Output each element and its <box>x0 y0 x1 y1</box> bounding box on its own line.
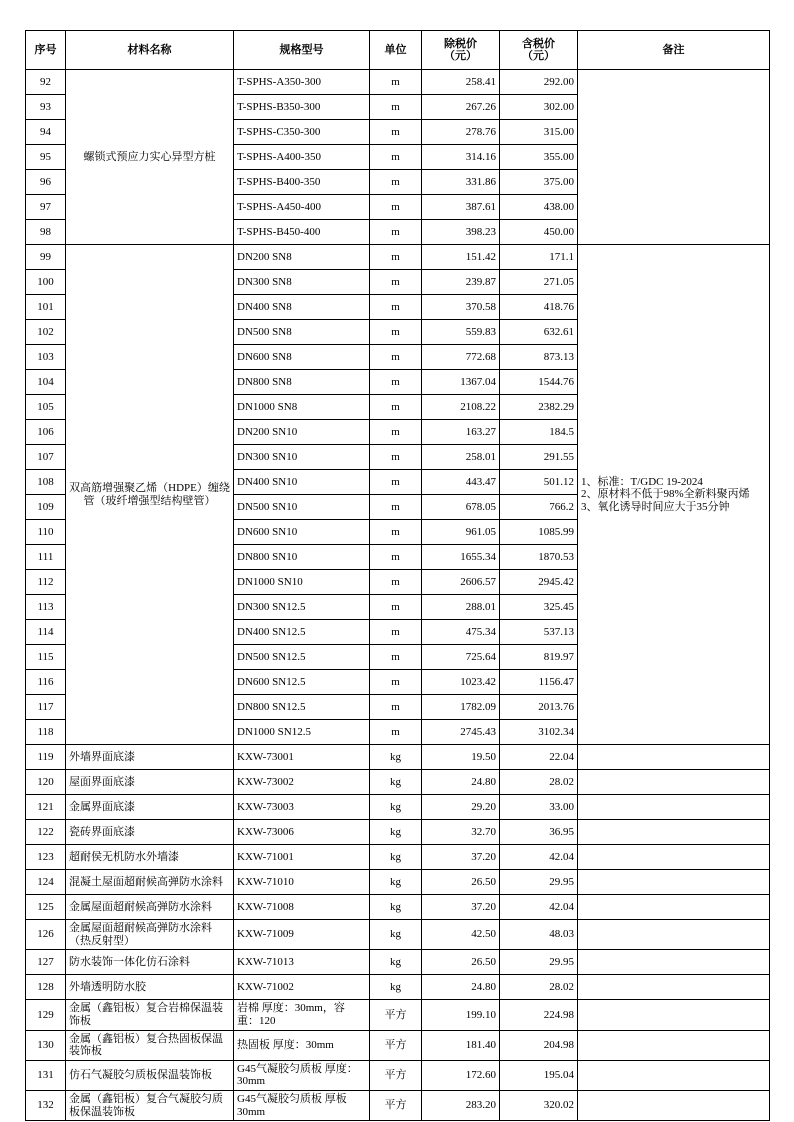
cell-ex-tax: 475.34 <box>422 620 500 645</box>
cell-ex-tax: 370.58 <box>422 295 500 320</box>
cell-index: 97 <box>26 195 66 220</box>
material-price-table <box>25 30 770 1121</box>
cell-index: 122 <box>26 820 66 845</box>
cell-unit: m <box>370 445 422 470</box>
cell-unit: m <box>370 645 422 670</box>
cell-ex-tax: 2745.43 <box>422 720 500 745</box>
cell-note <box>578 770 770 795</box>
cell-name: 瓷砖界面底漆 <box>66 820 234 845</box>
cell-name: 金属屋面超耐候高弹防水涂料（热反射型） <box>66 920 234 950</box>
cell-unit: m <box>370 720 422 745</box>
cell-spec: DN800 SN12.5 <box>234 695 370 720</box>
cell-ex-tax: 172.60 <box>422 1060 500 1090</box>
cell-inc-tax: 184.5 <box>500 420 578 445</box>
cell-spec: DN800 SN10 <box>234 545 370 570</box>
cell-inc-tax: 375.00 <box>500 170 578 195</box>
cell-unit: kg <box>370 920 422 950</box>
cell-ex-tax: 163.27 <box>422 420 500 445</box>
header-spec: 规格型号 <box>234 31 370 70</box>
cell-index: 93 <box>26 95 66 120</box>
cell-unit: m <box>370 170 422 195</box>
cell-index: 121 <box>26 795 66 820</box>
cell-spec: KXW-71009 <box>234 920 370 950</box>
cell-index: 99 <box>26 245 66 270</box>
header-ex-tax-line1: 除税价 <box>444 37 477 50</box>
cell-inc-tax: 29.95 <box>500 950 578 975</box>
cell-index: 115 <box>26 645 66 670</box>
cell-unit: m <box>370 670 422 695</box>
cell-unit: m <box>370 270 422 295</box>
cell-ex-tax: 398.23 <box>422 220 500 245</box>
cell-name: 外墙透明防水胶 <box>66 975 234 1000</box>
cell-inc-tax: 1870.53 <box>500 545 578 570</box>
cell-spec: T-SPHS-B400-350 <box>234 170 370 195</box>
cell-name: 金属（鑫铝板）复合气凝胶匀质板保温装饰板 <box>66 1091 234 1121</box>
cell-unit: m <box>370 245 422 270</box>
cell-spec: KXW-73002 <box>234 770 370 795</box>
cell-spec: KXW-71010 <box>234 870 370 895</box>
cell-inc-tax: 320.02 <box>500 1091 578 1121</box>
cell-inc-tax: 537.13 <box>500 620 578 645</box>
cell-inc-tax: 819.97 <box>500 645 578 670</box>
cell-ex-tax: 772.68 <box>422 345 500 370</box>
header-inc-tax-line2: （元） <box>522 50 555 62</box>
cell-index: 116 <box>26 670 66 695</box>
cell-index: 119 <box>26 745 66 770</box>
cell-name: 仿石气凝胶匀质板保温装饰板 <box>66 1060 234 1090</box>
cell-ex-tax: 559.83 <box>422 320 500 345</box>
cell-index: 114 <box>26 620 66 645</box>
cell-inc-tax: 632.61 <box>500 320 578 345</box>
cell-ex-tax: 24.80 <box>422 975 500 1000</box>
cell-inc-tax: 302.00 <box>500 95 578 120</box>
cell-spec: KXW-71013 <box>234 950 370 975</box>
cell-unit: m <box>370 570 422 595</box>
cell-unit: kg <box>370 895 422 920</box>
cell-inc-tax: 48.03 <box>500 920 578 950</box>
cell-unit: m <box>370 595 422 620</box>
cell-inc-tax: 224.98 <box>500 1000 578 1030</box>
cell-index: 102 <box>26 320 66 345</box>
cell-name-group-hdpe: 双高筋增强聚乙烯（HDPE）缠绕管（玻纤增强型结构壁管） <box>66 245 234 745</box>
cell-inc-tax: 1544.76 <box>500 370 578 395</box>
table-body <box>26 70 770 1121</box>
table-row <box>26 895 770 920</box>
cell-spec: DN600 SN8 <box>234 345 370 370</box>
cell-ex-tax: 181.40 <box>422 1030 500 1060</box>
cell-ex-tax: 37.20 <box>422 895 500 920</box>
cell-inc-tax: 315.00 <box>500 120 578 145</box>
cell-inc-tax: 2382.29 <box>500 395 578 420</box>
cell-note <box>578 820 770 845</box>
cell-inc-tax: 2013.76 <box>500 695 578 720</box>
cell-ex-tax: 199.10 <box>422 1000 500 1030</box>
cell-note <box>578 870 770 895</box>
cell-index: 109 <box>26 495 66 520</box>
cell-inc-tax: 29.95 <box>500 870 578 895</box>
cell-spec: DN500 SN12.5 <box>234 645 370 670</box>
cell-inc-tax: 325.45 <box>500 595 578 620</box>
cell-ex-tax: 19.50 <box>422 745 500 770</box>
cell-unit: m <box>370 620 422 645</box>
table-row <box>26 820 770 845</box>
cell-ex-tax: 151.42 <box>422 245 500 270</box>
cell-unit: m <box>370 520 422 545</box>
cell-index: 123 <box>26 845 66 870</box>
cell-unit: m <box>370 145 422 170</box>
cell-ex-tax: 26.50 <box>422 950 500 975</box>
cell-spec: DN1000 SN8 <box>234 395 370 420</box>
cell-ex-tax: 288.01 <box>422 595 500 620</box>
cell-ex-tax: 2606.57 <box>422 570 500 595</box>
cell-spec: DN300 SN10 <box>234 445 370 470</box>
cell-spec: DN400 SN8 <box>234 295 370 320</box>
cell-spec: T-SPHS-A450-400 <box>234 195 370 220</box>
cell-name: 防水装饰一体化仿石涂料 <box>66 950 234 975</box>
cell-inc-tax: 873.13 <box>500 345 578 370</box>
cell-unit: 平方 <box>370 1030 422 1060</box>
cell-inc-tax: 204.98 <box>500 1030 578 1060</box>
cell-inc-tax: 195.04 <box>500 1060 578 1090</box>
cell-spec: DN400 SN10 <box>234 470 370 495</box>
table-row <box>26 1030 770 1060</box>
cell-unit: kg <box>370 870 422 895</box>
cell-unit: m <box>370 470 422 495</box>
cell-unit: kg <box>370 950 422 975</box>
cell-ex-tax: 1782.09 <box>422 695 500 720</box>
cell-index: 126 <box>26 920 66 950</box>
cell-ex-tax: 725.64 <box>422 645 500 670</box>
cell-inc-tax: 271.05 <box>500 270 578 295</box>
cell-index: 105 <box>26 395 66 420</box>
cell-index: 104 <box>26 370 66 395</box>
cell-index: 94 <box>26 120 66 145</box>
cell-unit: kg <box>370 770 422 795</box>
cell-inc-tax: 1085.99 <box>500 520 578 545</box>
cell-ex-tax: 283.20 <box>422 1091 500 1121</box>
cell-inc-tax: 42.04 <box>500 845 578 870</box>
cell-spec: DN600 SN12.5 <box>234 670 370 695</box>
note-line-3: 3、氧化诱导时间应大于35分钟 <box>581 500 730 513</box>
cell-unit: m <box>370 70 422 95</box>
cell-spec: DN1000 SN10 <box>234 570 370 595</box>
cell-unit: 平方 <box>370 1000 422 1030</box>
cell-inc-tax: 28.02 <box>500 770 578 795</box>
cell-spec: DN500 SN10 <box>234 495 370 520</box>
header-name: 材料名称 <box>66 31 234 70</box>
cell-spec: DN200 SN10 <box>234 420 370 445</box>
cell-spec: KXW-73001 <box>234 745 370 770</box>
cell-note-pile <box>578 70 770 245</box>
note-line-2: 2、原材料不低于98%全新料聚丙烯 <box>581 488 750 501</box>
table-row <box>26 950 770 975</box>
note-line-1: 1、标准：T/GDC 19-2024 <box>581 475 703 488</box>
cell-ex-tax: 1655.34 <box>422 545 500 570</box>
cell-index: 96 <box>26 170 66 195</box>
cell-spec: DN300 SN12.5 <box>234 595 370 620</box>
table-row <box>26 770 770 795</box>
table-row <box>26 845 770 870</box>
cell-index: 118 <box>26 720 66 745</box>
cell-unit: kg <box>370 845 422 870</box>
cell-index: 132 <box>26 1091 66 1121</box>
header-inc-tax <box>500 31 578 70</box>
cell-ex-tax: 29.20 <box>422 795 500 820</box>
cell-spec: DN800 SN8 <box>234 370 370 395</box>
cell-name: 超耐侯无机防水外墙漆 <box>66 845 234 870</box>
cell-inc-tax: 22.04 <box>500 745 578 770</box>
table-row <box>26 870 770 895</box>
cell-ex-tax: 443.47 <box>422 470 500 495</box>
cell-unit: m <box>370 295 422 320</box>
cell-spec: T-SPHS-A350-300 <box>234 70 370 95</box>
cell-note <box>578 1030 770 1060</box>
cell-note <box>578 1000 770 1030</box>
cell-ex-tax: 678.05 <box>422 495 500 520</box>
table-header <box>26 31 770 70</box>
cell-unit: m <box>370 420 422 445</box>
table-row <box>26 975 770 1000</box>
cell-spec: 热固板 厚度：30mm <box>234 1030 370 1060</box>
cell-note <box>578 895 770 920</box>
cell-index: 103 <box>26 345 66 370</box>
cell-spec: DN1000 SN12.5 <box>234 720 370 745</box>
cell-ex-tax: 239.87 <box>422 270 500 295</box>
table-row <box>26 245 770 270</box>
cell-spec: KXW-71001 <box>234 845 370 870</box>
cell-ex-tax: 267.26 <box>422 95 500 120</box>
cell-name: 金属（鑫铝板）复合岩棉保温装饰板 <box>66 1000 234 1030</box>
cell-index: 110 <box>26 520 66 545</box>
table-row <box>26 745 770 770</box>
cell-name: 金属（鑫铝板）复合热固板保温装饰板 <box>66 1030 234 1060</box>
cell-spec: T-SPHS-B450-400 <box>234 220 370 245</box>
cell-note <box>578 795 770 820</box>
cell-index: 100 <box>26 270 66 295</box>
cell-inc-tax: 291.55 <box>500 445 578 470</box>
cell-note <box>578 950 770 975</box>
cell-index: 124 <box>26 870 66 895</box>
cell-unit: m <box>370 220 422 245</box>
header-inc-tax-line1: 含税价 <box>522 37 555 50</box>
cell-inc-tax: 501.12 <box>500 470 578 495</box>
cell-ex-tax: 24.80 <box>422 770 500 795</box>
cell-index: 101 <box>26 295 66 320</box>
cell-inc-tax: 36.95 <box>500 820 578 845</box>
cell-index: 127 <box>26 950 66 975</box>
cell-inc-tax: 418.76 <box>500 295 578 320</box>
cell-unit: 平方 <box>370 1091 422 1121</box>
cell-spec: KXW-73006 <box>234 820 370 845</box>
cell-spec: DN300 SN8 <box>234 270 370 295</box>
cell-unit: 平方 <box>370 1060 422 1090</box>
cell-spec: T-SPHS-B350-300 <box>234 95 370 120</box>
cell-note <box>578 845 770 870</box>
cell-index: 125 <box>26 895 66 920</box>
cell-ex-tax: 2108.22 <box>422 395 500 420</box>
cell-unit: m <box>370 545 422 570</box>
cell-ex-tax: 1023.42 <box>422 670 500 695</box>
cell-inc-tax: 3102.34 <box>500 720 578 745</box>
cell-ex-tax: 278.76 <box>422 120 500 145</box>
cell-index: 131 <box>26 1060 66 1090</box>
cell-inc-tax: 28.02 <box>500 975 578 1000</box>
cell-inc-tax: 292.00 <box>500 70 578 95</box>
cell-ex-tax: 1367.04 <box>422 370 500 395</box>
header-index: 序号 <box>26 31 66 70</box>
cell-index: 111 <box>26 545 66 570</box>
cell-name: 外墙界面底漆 <box>66 745 234 770</box>
cell-index: 130 <box>26 1030 66 1060</box>
cell-name: 混凝土屋面超耐候高弹防水涂料 <box>66 870 234 895</box>
cell-note <box>578 1091 770 1121</box>
table-row <box>26 795 770 820</box>
cell-inc-tax: 42.04 <box>500 895 578 920</box>
cell-index: 113 <box>26 595 66 620</box>
header-unit: 单位 <box>370 31 422 70</box>
table-row <box>26 1000 770 1030</box>
cell-ex-tax: 387.61 <box>422 195 500 220</box>
cell-ex-tax: 26.50 <box>422 870 500 895</box>
cell-ex-tax: 258.01 <box>422 445 500 470</box>
cell-spec: G45气凝胶匀质板 厚度：30mm <box>234 1060 370 1090</box>
cell-unit: kg <box>370 795 422 820</box>
cell-name-group-pile: 螺锁式预应力实心异型方桩 <box>66 70 234 245</box>
cell-spec: KXW-71002 <box>234 975 370 1000</box>
cell-spec: T-SPHS-A400-350 <box>234 145 370 170</box>
cell-inc-tax: 2945.42 <box>500 570 578 595</box>
cell-index: 112 <box>26 570 66 595</box>
cell-index: 117 <box>26 695 66 720</box>
cell-unit: m <box>370 495 422 520</box>
cell-index: 129 <box>26 1000 66 1030</box>
cell-spec: DN600 SN10 <box>234 520 370 545</box>
cell-index: 108 <box>26 470 66 495</box>
cell-ex-tax: 37.20 <box>422 845 500 870</box>
cell-spec: G45气凝胶匀质板 厚板30mm <box>234 1091 370 1121</box>
cell-inc-tax: 33.00 <box>500 795 578 820</box>
table-row <box>26 70 770 95</box>
cell-spec: KXW-71008 <box>234 895 370 920</box>
cell-note <box>578 975 770 1000</box>
cell-unit: m <box>370 345 422 370</box>
cell-index: 120 <box>26 770 66 795</box>
cell-index: 106 <box>26 420 66 445</box>
cell-ex-tax: 258.41 <box>422 70 500 95</box>
cell-ex-tax: 42.50 <box>422 920 500 950</box>
cell-ex-tax: 331.86 <box>422 170 500 195</box>
cell-ex-tax: 314.16 <box>422 145 500 170</box>
table-row <box>26 1060 770 1090</box>
cell-ex-tax: 32.70 <box>422 820 500 845</box>
cell-unit: m <box>370 695 422 720</box>
cell-name: 屋面界面底漆 <box>66 770 234 795</box>
cell-spec: DN500 SN8 <box>234 320 370 345</box>
cell-unit: kg <box>370 745 422 770</box>
cell-unit: m <box>370 120 422 145</box>
cell-spec: DN200 SN8 <box>234 245 370 270</box>
cell-inc-tax: 171.1 <box>500 245 578 270</box>
cell-unit: m <box>370 95 422 120</box>
header-ex-tax-line2: （元） <box>444 50 477 62</box>
cell-note <box>578 920 770 950</box>
header-note: 备注 <box>578 31 770 70</box>
cell-note-hdpe <box>578 245 770 745</box>
header-ex-tax <box>422 31 500 70</box>
cell-name: 金属屋面超耐候高弹防水涂料 <box>66 895 234 920</box>
cell-unit: m <box>370 395 422 420</box>
cell-index: 92 <box>26 70 66 95</box>
cell-index: 95 <box>26 145 66 170</box>
cell-note <box>578 1060 770 1090</box>
cell-name: 金属界面底漆 <box>66 795 234 820</box>
cell-inc-tax: 1156.47 <box>500 670 578 695</box>
cell-inc-tax: 450.00 <box>500 220 578 245</box>
cell-index: 107 <box>26 445 66 470</box>
cell-spec: T-SPHS-C350-300 <box>234 120 370 145</box>
table-row <box>26 920 770 950</box>
cell-index: 128 <box>26 975 66 1000</box>
table-row <box>26 1091 770 1121</box>
cell-unit: kg <box>370 975 422 1000</box>
cell-ex-tax: 961.05 <box>422 520 500 545</box>
cell-unit: kg <box>370 820 422 845</box>
cell-unit: m <box>370 195 422 220</box>
cell-inc-tax: 355.00 <box>500 145 578 170</box>
cell-spec: DN400 SN12.5 <box>234 620 370 645</box>
cell-unit: m <box>370 370 422 395</box>
cell-note <box>578 745 770 770</box>
cell-index: 98 <box>26 220 66 245</box>
cell-spec: 岩棉 厚度：30mm，容重：120 <box>234 1000 370 1030</box>
cell-unit: m <box>370 320 422 345</box>
cell-inc-tax: 438.00 <box>500 195 578 220</box>
cell-spec: KXW-73003 <box>234 795 370 820</box>
cell-inc-tax: 766.2 <box>500 495 578 520</box>
